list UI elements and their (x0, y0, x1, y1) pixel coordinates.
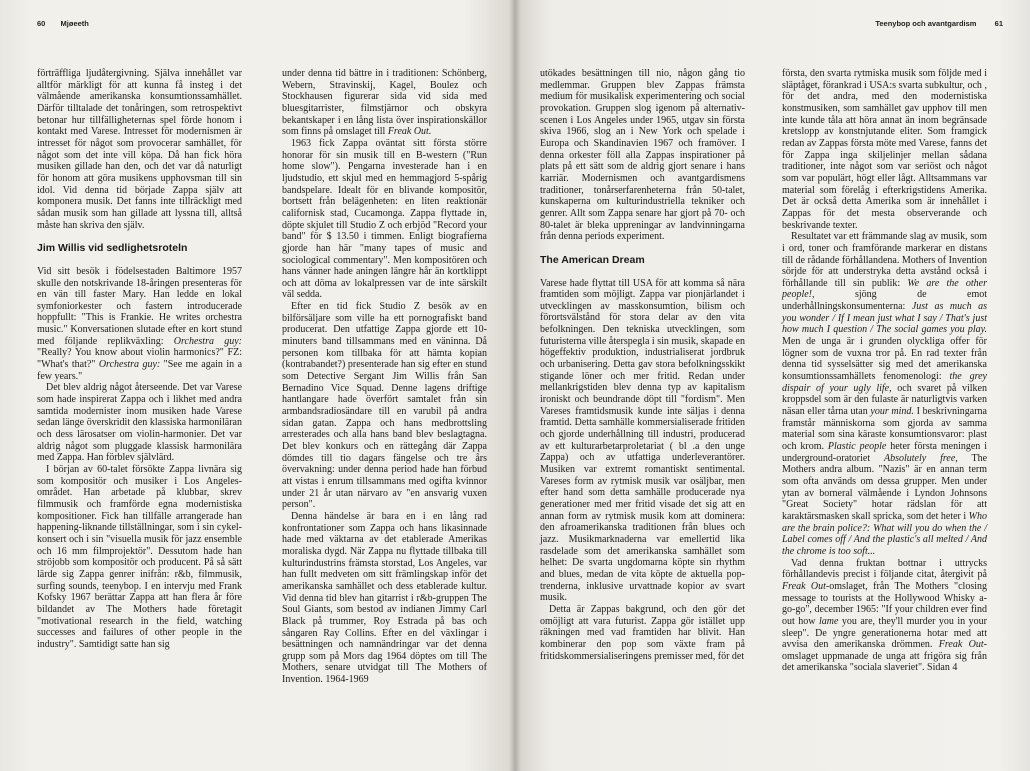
paragraph: första, den svarta rytmiska musik som följde med i släptåget, förankrad i USA:s svarta subkultur, och , för det andra, med den modernistiska konstmusiken, som samhället gav upphov till men inte kunde tåla att höra annat än inom begränsade kretslopp av konstnjutande eliter. Som framgick redan av Zappas första möte med Varese, fanns det för Zappa inga skiljelinjer mellan sådana traditioner, inte något som var seriöst och något som var populärt, högt eller lågt. Alltsammans var material som förelåg i efterkrigstidens Amerika. Det är också detta Amerika som är innehållet i Zappas för det mesta observerande och beskrivande texter. (782, 68, 987, 231)
paragraph: Varese hade flyttat till USA för att komma så nära framtiden som möjligt. Zappa var pionjärlandet i utvecklingen av masskonsumtion, bilism och förortsvälstånd för stora delar av den vita befolkningen. Den tekniska utvecklingen, som futuristerna ville återspegla i sin musik, skapade en högeffektiv produktion, industrialiserat jordbruk och urbanisering. Detta gav stora befolkningsskikt stigande löner och mer fritid. Redan under mellankrigstiden blev denna typ av kapitalism ironiskt och beundrande döpt till "fordism". Men Vareses framtidsmusik kunde inte säljas i denna framtid. Detta samhälle kommersialiserade fritiden och gjorde underhållning till industri, producerad av ett kulturarbetarproletariat ( bl .a den unge Zappa) och av utfattiga underleverantörer. Musiken var extremt romantiskt sentimental. Vareses form av rytmisk musik var osäljbar, men efter hand som detta samhälle producerade nya generationer med mer fritid visade det sig att en annan form av rytmisk musik kom att dominera: den afroamerikanska traditionen från blues och jazz. Musikmarknaderna var emellertid lika rasdelade som det amerikanska samhället som helhet: De svarta ungdomarna köpte sin rhythm and blues, medan de vita köpte de aktuella pop-trenderna, inklusive urvattnade kopior av svart musik. (540, 277, 745, 604)
paragraph: Efter en tid fick Studio Z besök av en bilförsäljare som ville ha ett pornografiskt band producerat. Den utfattige Zappa gjorde ett 10-minuters band tillsammans med en väninna. Då personen kom tillbaka för att hämta kopian (kontrabandet?) presenterade han sig efter en stund som Detective Sergant Jim Willis från San Bernadino Vice Squad. Denne lagens driftige hantlangare hade överfört samtalet från sin armbandsradiosändare till en varubil på andra sidan gatan. Zappa och hans medbrottsling arresterades och alla hans band blev beslagtagna. Det blev konkurs och en rättegång där Zappa dömdes till tio dagars fängelse och tre års övervakning: under denna period hade han förbud att vistas i enrum tillsammans med ogifta kvinnor under 21 år utan närvaro av "en ansvarig vuxen person". (282, 301, 487, 511)
paragraph: Vad denna fruktan bottnar i uttrycks förhållandevis precist i följande citat, återgivit på Freak Out-omslaget, från The Mothers "closing message to tourists at the Hollywood Whisky a-go-go", december 1965: "If your children ever find out how lame you are, they'll murder you in your sleep". De yngre generationerna hotar med att avvisa den amerikanska drömmen. Freak Out-omslaget uppmanade de unga att frigöra sig från det amerikanska "sociala slaveriet". Sidan 4 (782, 557, 987, 674)
paragraph: under denna tid bättre in i traditionen: Schönberg, Webern, Stravinskij, Kagel, Boulez och Stockhausen figurerar sida vid sida med bluesgitarrister, filmstjärnor och obskyra bekantskaper i en lång lista över inspirationskällor som finns på omslaget till Freak Out. (282, 68, 487, 138)
paragraph: 1963 fick Zappa oväntat sitt första större honorar för sin musik till en B-western ("Run home slow"). Pengarna investerade han i en ljudstudio, ett skjul med en hemmagjord 5-spårig bandspelare. Idealt för en blivande kompositör, bortsett från belägenheten: en liten reaktionär californisk stad, Cucamonga. Zappa flyttade in, döpte skjulet till Studio Z och erbjöd "Record your band" för $ 13.50 i timmen. Enligt biografierna gjorde han här "many tapes of music and sociological commentary". Men kompositören och hans vänner hade aningen längre hår än kortklippt och att döma av lokalpressen var de inte särskilt väl sedda. (282, 137, 487, 301)
left-page-column-2 (282, 68, 487, 686)
paragraph: I början av 60-talet försökte Zappa livnära sig som kompositör och musiker i Los Angeles-området. Han arbetade på klubbar, skrev filmmusik och framförde egna modernistiska kompositioner. Fick han tillfälle arrangerade han happening-liknande tillställningar, som i sin cykel-konsert och i sin "visuella musik för jazz ensemble och 16 mm filmprojektör". Dessutom hade han ströjobb som kompositör och producent. På så sätt lärde sig Zappa genrer inifrån: r&b, filmmusik, surfing sounds, teenybop. I en intervju med Frank Kofsky 1967 berättar Zappa att han flera år före bildandet av The Mothers hade företagit "motivational research in the field, watching successes and failures of other people in the industry". Samtidigt satte han sig (37, 464, 242, 650)
right-page-header (875, 19, 1003, 28)
paragraph: utökades besättningen till nio, någon gång tio medlemmar. Gruppen blev Zappas främsta medium för musikalisk experimentering och social provokation. Gruppen slog igenom på alternativ-scenen i Los Angeles under 1965, utgav sin första skiva 1966, slog an i New York och spelade i Europa och Skandinavien 1967 och framöver. I denna orkester föll alla Zappas inspirationer på plats på ett sätt som de aldrig gjort senare i hans karriär. Modernismen och avantgardismens traditioner, tonårserfarenheterna från 50-talet, kunskaperna om kulturindustriella tekniker och genrer. Allt som Zappa senare har gjort på 70- och 80-talet är bleka uppreningar av landvinningarna från denna periods experiment. (540, 68, 745, 243)
left-page-column-1 (37, 68, 242, 651)
left-page-header (37, 19, 89, 28)
paragraph: förträffliga ljudåtergivning. Själva innehållet var alltför märkligt för att kunna få insteg i det välmående amerikanska konsumtionssamhället. Därför tilltalade det tonåringen, som retrospektivt betonar hur tillfälligheternas spel förde honom i kontakt med Varese. Intresset för modernismen är intresset för något som provocerar samhället, för något som det inte vill köpa. Då han fick höra musiken gillade han den, och det var då naturligt för honom att göra musikens upphovsman till sin idol. Vid denna tid började Zappa själv att komponera musik. Det fanns inte tillräckligt med sådan musik som han gillade att lyssna till, alltså måste han skriva den själv. (37, 68, 242, 231)
right-page-column-2 (782, 68, 987, 674)
right-page-column-1 (540, 68, 745, 662)
section-heading: The American Dream (540, 253, 645, 266)
paragraph: Det blev aldrig något återseende. Det var Varese som hade inspirerat Zappa och i likhet med andra samtida modernister inom musiken hade Varese sedan länge överskridit den klassiska harmoniläran och dess lärosatser om violin-harmonier. Det var aldrig något som pluggade klassisk harmonilära med Zappa. Han förblev självlärd. (37, 382, 242, 464)
section-heading: Jim Willis vid sedlighetsroteln (37, 242, 188, 255)
paragraph: Detta är Zappas bakgrund, och den gör det omöjligt att vara futurist. Zappa gör istället upp räkningen med vad framtiden har blivit. Han kombinerar den pop som växte fram på fritidskommersialiseringens premisser med, för det (540, 603, 745, 662)
right-page-number: 61 (994, 19, 1003, 28)
right-running-head: Teenybop och avantgardism (875, 19, 977, 28)
left-running-head: Mjøeeth (60, 19, 89, 28)
paragraph: Vid sitt besök i födelsestaden Baltimore 1957 skulle den notskrivande 18-åringen presenteras för en vän till faster Mary. Han ledde en lokal symfoniorkester och fastern introducerade hoppfullt: "This is Frankie. He writes orchestra music." Konversationen slutade efter en kort stund med följande replikväxling: Orchestra guy: "Really? You know about violin harmonics?" FZ: "What's that?" Orchestra guy: "See me again in a few years." (37, 265, 243, 382)
paragraph: Denna händelse är bara en i en lång rad konfrontationer som Zappa och hans likasinnade hade med väktarna av det etablerade Amerikas moraliska dygd. När Zappa nu flyttade tillbaka till kulturindustrins främsta storstad, Los Angeles, var han fullt medveten om sitt främlingskap inför det amerikanska samhället och dess etablerade kultur. Vid denna tid blev han gitarrist i r&b-gruppen The Soul Giants, som bestod av indianen Jimmy Carl Black på trummer, Roy Estrada på bas och sångaren Ray Collins. Efter en del växlingar i besättningen och namnändringar var det denna grupp som på Mors dag 1964 döptes om till The Mothers, senare utvidgat till The Mothers of Invention. 1964-1969 (282, 510, 487, 686)
paragraph: Resultatet var ett främmande slag av musik, som i ord, toner och framförande markerar en distans till de rådande förhållandena. Mothers of Invention sörjde för att understryka detta avstånd också i förhållande till sin publik: We are the other people!, sjöng de emot underhållningskonsumenterna: Just as much as you wonder / If I mean just what I say / That's just how much I question / The social games you play. Men de unga är i grunden olyckliga offer för lögner som de vuxna tror på. En rad texter från denna tid sysselsätter sig med det amerikanska konsumtionssamhällets fenomenologi: the grey dispair of your ugly life, och svaret på vilken kroppsdel som är den fulaste är naturligtvis varken näsan eller tårna utan your mind. I beskrivningarna framstår människorna som gjorda av samma material som sina käraste konsumtionsvaror: plast och krom. Plastic people heter första meningen i underground-oratoriet Absolutely free, The Mothers andra album. "Nazis" är en annan term som ofta används om dessa grupper. Men under ytan av borneral välmående i Lyndon Johnsons "Great Society" hotar rädslan för att karaktärsmasken skall spricka, som det heter i Who are the brain police?: What will you do when the / Label comes off / And the plastic's all melted / And the chrome is too soft... (782, 231, 988, 557)
right-page (515, 0, 1030, 771)
left-page-number: 60 (37, 19, 46, 28)
book-gutter (509, 0, 521, 771)
